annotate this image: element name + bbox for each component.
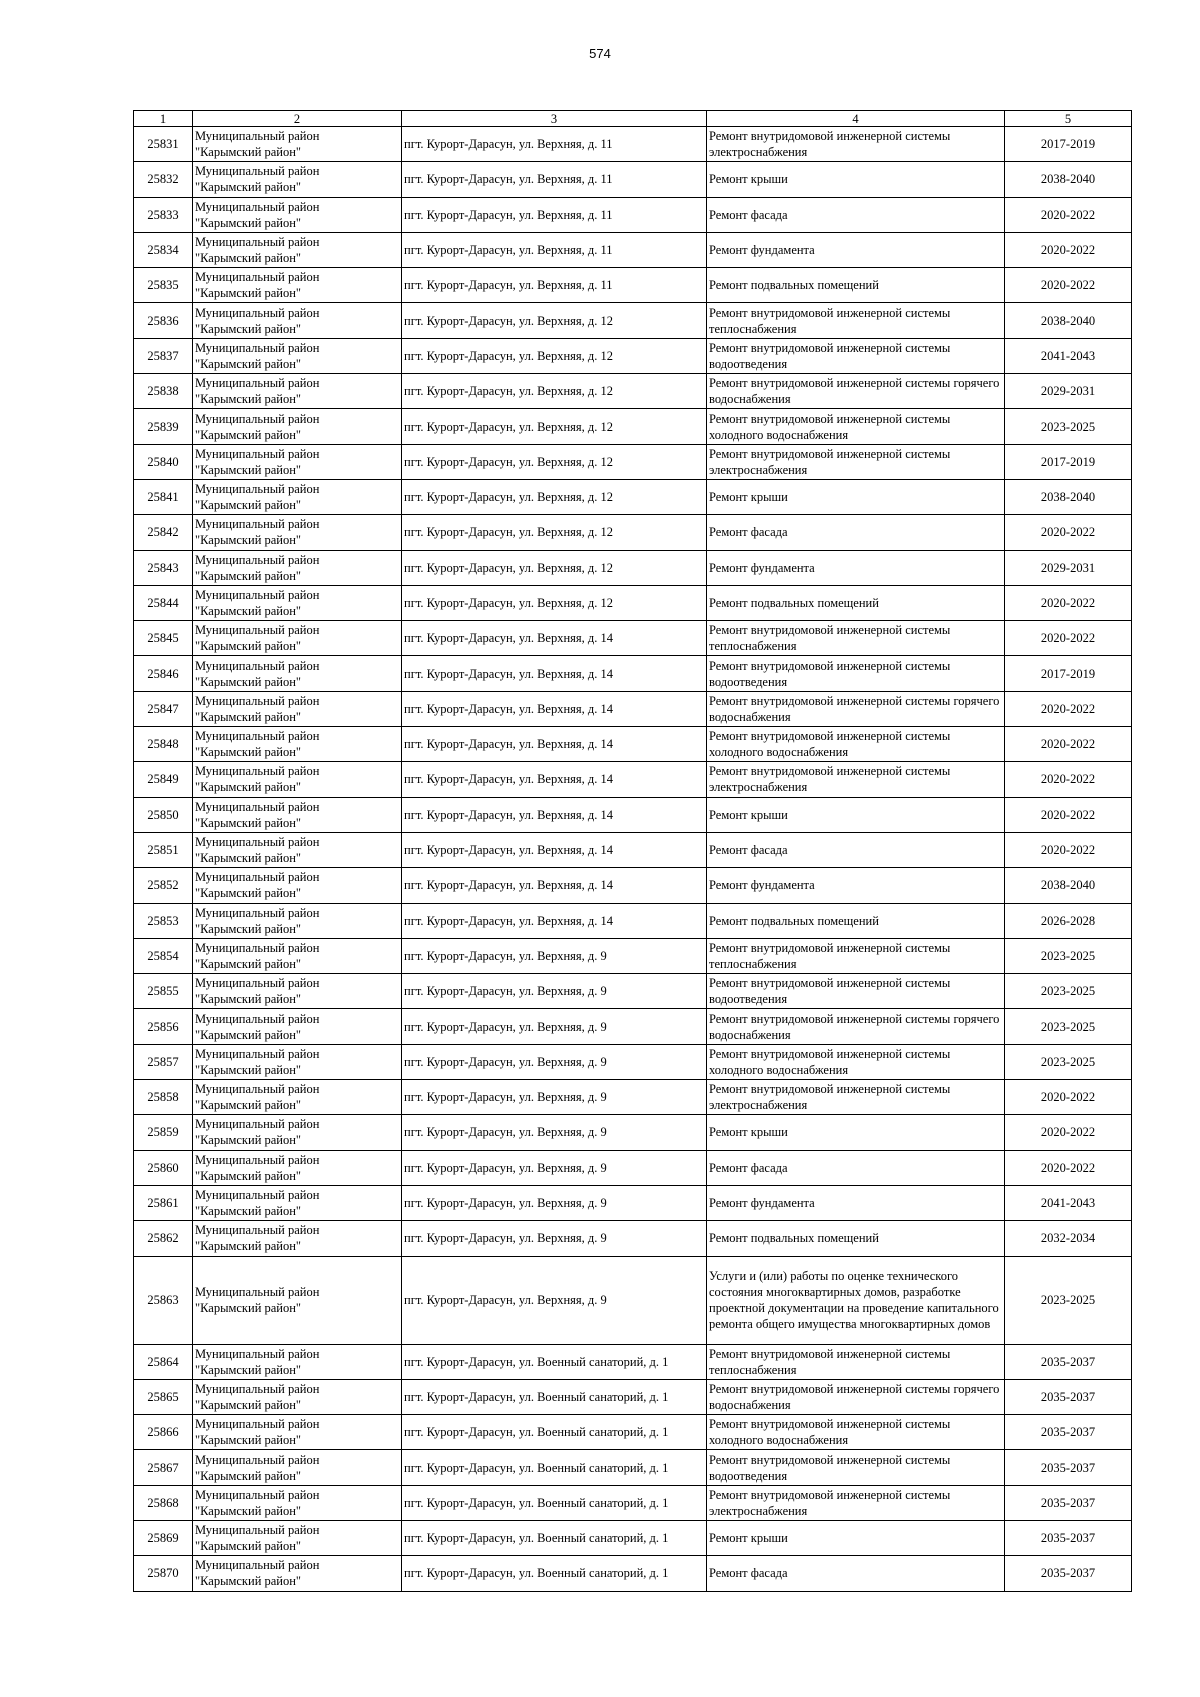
work-type-cell: Ремонт внутридомовой инженерной системы холодного водоснабжения bbox=[707, 1044, 1005, 1079]
table-row bbox=[134, 621, 1132, 656]
table-row bbox=[134, 656, 1132, 691]
work-type-cell: Ремонт внутридомовой инженерной системы теплоснабжения bbox=[707, 1344, 1005, 1379]
row-number-cell: 25836 bbox=[134, 303, 193, 338]
table-row bbox=[134, 374, 1132, 409]
period-cell: 2035-2037 bbox=[1005, 1379, 1132, 1414]
work-type-cell: Ремонт внутридомовой инженерной системы водоотведения bbox=[707, 974, 1005, 1009]
page-number: 574 bbox=[589, 46, 611, 61]
address-cell: пгт. Курорт-Дарасун, ул. Военный санаторий, д. 1 bbox=[402, 1520, 707, 1555]
municipality-cell: Муниципальный район "Карымский район" bbox=[193, 621, 402, 656]
period-cell: 2020-2022 bbox=[1005, 197, 1132, 232]
address-cell: пгт. Курорт-Дарасун, ул. Верхняя, д. 11 bbox=[402, 197, 707, 232]
municipality-cell: Муниципальный район "Карымский район" bbox=[193, 1485, 402, 1520]
table-row bbox=[134, 338, 1132, 373]
table-row bbox=[134, 444, 1132, 479]
table-row bbox=[134, 1115, 1132, 1150]
work-type-cell: Ремонт фасада bbox=[707, 197, 1005, 232]
municipality-cell: Муниципальный район "Карымский район" bbox=[193, 656, 402, 691]
period-cell: 2020-2022 bbox=[1005, 1080, 1132, 1115]
address-cell: пгт. Курорт-Дарасун, ул. Верхняя, д. 14 bbox=[402, 691, 707, 726]
column-header-5: 5 bbox=[1005, 111, 1132, 127]
municipality-cell: Муниципальный район "Карымский район" bbox=[193, 974, 402, 1009]
row-number-cell: 25843 bbox=[134, 550, 193, 585]
table-row bbox=[134, 938, 1132, 973]
table-row bbox=[134, 691, 1132, 726]
municipality-cell: Муниципальный район "Карымский район" bbox=[193, 1185, 402, 1220]
table-row bbox=[134, 1256, 1132, 1344]
work-type-cell: Ремонт внутридомовой инженерной системы холодного водоснабжения bbox=[707, 409, 1005, 444]
work-type-cell: Ремонт внутридомовой инженерной системы водоотведения bbox=[707, 656, 1005, 691]
address-cell: пгт. Курорт-Дарасун, ул. Верхняя, д. 11 bbox=[402, 162, 707, 197]
period-cell: 2029-2031 bbox=[1005, 550, 1132, 585]
municipality-cell: Муниципальный район "Карымский район" bbox=[193, 832, 402, 867]
table-row bbox=[134, 1009, 1132, 1044]
work-type-cell: Ремонт фундамента bbox=[707, 232, 1005, 267]
address-cell: пгт. Курорт-Дарасун, ул. Верхняя, д. 12 bbox=[402, 338, 707, 373]
period-cell: 2023-2025 bbox=[1005, 1256, 1132, 1344]
work-type-cell: Ремонт подвальных помещений bbox=[707, 1221, 1005, 1256]
municipality-cell: Муниципальный район "Карымский район" bbox=[193, 162, 402, 197]
address-cell: пгт. Курорт-Дарасун, ул. Верхняя, д. 9 bbox=[402, 1115, 707, 1150]
table-row bbox=[134, 1379, 1132, 1414]
period-cell: 2023-2025 bbox=[1005, 1009, 1132, 1044]
address-cell: пгт. Курорт-Дарасун, ул. Верхняя, д. 14 bbox=[402, 832, 707, 867]
work-type-cell: Ремонт внутридомовой инженерной системы холодного водоснабжения bbox=[707, 727, 1005, 762]
address-cell: пгт. Курорт-Дарасун, ул. Верхняя, д. 14 bbox=[402, 727, 707, 762]
municipality-cell: Муниципальный район "Карымский район" bbox=[193, 1009, 402, 1044]
address-cell: пгт. Курорт-Дарасун, ул. Военный санаторий, д. 1 bbox=[402, 1485, 707, 1520]
row-number-cell: 25834 bbox=[134, 232, 193, 267]
table-row bbox=[134, 1520, 1132, 1555]
row-number-cell: 25855 bbox=[134, 974, 193, 1009]
municipality-cell: Муниципальный район "Карымский район" bbox=[193, 232, 402, 267]
row-number-cell: 25856 bbox=[134, 1009, 193, 1044]
period-cell: 2038-2040 bbox=[1005, 303, 1132, 338]
work-type-cell: Ремонт крыши bbox=[707, 1520, 1005, 1555]
municipality-cell: Муниципальный район "Карымский район" bbox=[193, 374, 402, 409]
work-type-cell: Ремонт внутридомовой инженерной системы горячего водоснабжения bbox=[707, 1379, 1005, 1414]
address-cell: пгт. Курорт-Дарасун, ул. Верхняя, д. 12 bbox=[402, 550, 707, 585]
period-cell: 2020-2022 bbox=[1005, 585, 1132, 620]
work-type-cell: Ремонт внутридомовой инженерной системы электроснабжения bbox=[707, 762, 1005, 797]
work-type-cell: Ремонт внутридомовой инженерной системы горячего водоснабжения bbox=[707, 1009, 1005, 1044]
table-row bbox=[134, 1221, 1132, 1256]
row-number-cell: 25852 bbox=[134, 868, 193, 903]
table-row bbox=[134, 409, 1132, 444]
period-cell: 2020-2022 bbox=[1005, 1115, 1132, 1150]
work-type-cell: Ремонт внутридомовой инженерной системы электроснабжения bbox=[707, 444, 1005, 479]
period-cell: 2041-2043 bbox=[1005, 1185, 1132, 1220]
column-header-3: 3 bbox=[402, 111, 707, 127]
row-number-cell: 25846 bbox=[134, 656, 193, 691]
table-row bbox=[134, 903, 1132, 938]
work-type-cell: Ремонт крыши bbox=[707, 1115, 1005, 1150]
address-cell: пгт. Курорт-Дарасун, ул. Военный санаторий, д. 1 bbox=[402, 1344, 707, 1379]
municipality-cell: Муниципальный район "Карымский район" bbox=[193, 691, 402, 726]
period-cell: 2035-2037 bbox=[1005, 1520, 1132, 1555]
address-cell: пгт. Курорт-Дарасун, ул. Верхняя, д. 12 bbox=[402, 444, 707, 479]
address-cell: пгт. Курорт-Дарасун, ул. Военный санаторий, д. 1 bbox=[402, 1556, 707, 1591]
row-number-cell: 25840 bbox=[134, 444, 193, 479]
municipality-cell: Муниципальный район "Карымский район" bbox=[193, 1415, 402, 1450]
table-body bbox=[134, 127, 1132, 1592]
address-cell: пгт. Курорт-Дарасун, ул. Верхняя, д. 14 bbox=[402, 903, 707, 938]
work-type-cell: Ремонт фундамента bbox=[707, 550, 1005, 585]
municipality-cell: Муниципальный район "Карымский район" bbox=[193, 797, 402, 832]
period-cell: 2029-2031 bbox=[1005, 374, 1132, 409]
table-row bbox=[134, 1185, 1132, 1220]
period-cell: 2020-2022 bbox=[1005, 691, 1132, 726]
row-number-cell: 25838 bbox=[134, 374, 193, 409]
address-cell: пгт. Курорт-Дарасун, ул. Военный санаторий, д. 1 bbox=[402, 1450, 707, 1485]
work-type-cell: Ремонт внутридомовой инженерной системы водоотведения bbox=[707, 338, 1005, 373]
municipality-cell: Муниципальный район "Карымский район" bbox=[193, 727, 402, 762]
row-number-cell: 25833 bbox=[134, 197, 193, 232]
address-cell: пгт. Курорт-Дарасун, ул. Верхняя, д. 9 bbox=[402, 1221, 707, 1256]
row-number-cell: 25854 bbox=[134, 938, 193, 973]
table-row bbox=[134, 832, 1132, 867]
period-cell: 2023-2025 bbox=[1005, 974, 1132, 1009]
municipality-cell: Муниципальный район "Карымский район" bbox=[193, 303, 402, 338]
municipality-cell: Муниципальный район "Карымский район" bbox=[193, 868, 402, 903]
period-cell: 2035-2037 bbox=[1005, 1556, 1132, 1591]
address-cell: пгт. Курорт-Дарасун, ул. Верхняя, д. 14 bbox=[402, 621, 707, 656]
row-number-cell: 25849 bbox=[134, 762, 193, 797]
table-row bbox=[134, 585, 1132, 620]
address-cell: пгт. Курорт-Дарасун, ул. Верхняя, д. 12 bbox=[402, 585, 707, 620]
period-cell: 2038-2040 bbox=[1005, 162, 1132, 197]
municipality-cell: Муниципальный район "Карымский район" bbox=[193, 1256, 402, 1344]
period-cell: 2020-2022 bbox=[1005, 797, 1132, 832]
work-type-cell: Услуги и (или) работы по оценке технического состояния многоквартирных домов, разработке проектной документации на проведение капитального ремонта общего имущества многоквартирных домов bbox=[707, 1256, 1005, 1344]
row-number-cell: 25870 bbox=[134, 1556, 193, 1591]
table-row bbox=[134, 515, 1132, 550]
address-cell: пгт. Курорт-Дарасун, ул. Военный санаторий, д. 1 bbox=[402, 1379, 707, 1414]
row-number-cell: 25860 bbox=[134, 1150, 193, 1185]
row-number-cell: 25861 bbox=[134, 1185, 193, 1220]
work-type-cell: Ремонт внутридомовой инженерной системы теплоснабжения bbox=[707, 938, 1005, 973]
work-type-cell: Ремонт крыши bbox=[707, 162, 1005, 197]
table-row bbox=[134, 727, 1132, 762]
table-row bbox=[134, 1080, 1132, 1115]
table-row bbox=[134, 974, 1132, 1009]
municipality-cell: Муниципальный район "Карымский район" bbox=[193, 338, 402, 373]
row-number-cell: 25845 bbox=[134, 621, 193, 656]
municipality-cell: Муниципальный район "Карымский район" bbox=[193, 762, 402, 797]
municipality-cell: Муниципальный район "Карымский район" bbox=[193, 268, 402, 303]
table-row bbox=[134, 762, 1132, 797]
table-row bbox=[134, 1556, 1132, 1591]
row-number-cell: 25851 bbox=[134, 832, 193, 867]
address-cell: пгт. Курорт-Дарасун, ул. Верхняя, д. 14 bbox=[402, 797, 707, 832]
work-type-cell: Ремонт внутридомовой инженерной системы горячего водоснабжения bbox=[707, 691, 1005, 726]
address-cell: пгт. Курорт-Дарасун, ул. Верхняя, д. 11 bbox=[402, 268, 707, 303]
column-header-1: 1 bbox=[134, 111, 193, 127]
work-type-cell: Ремонт крыши bbox=[707, 479, 1005, 514]
municipality-cell: Муниципальный район "Карымский район" bbox=[193, 1080, 402, 1115]
municipality-cell: Муниципальный район "Карымский район" bbox=[193, 515, 402, 550]
work-type-cell: Ремонт внутридомовой инженерной системы электроснабжения bbox=[707, 127, 1005, 162]
address-cell: пгт. Курорт-Дарасун, ул. Верхняя, д. 9 bbox=[402, 1080, 707, 1115]
table-row bbox=[134, 1344, 1132, 1379]
municipality-cell: Муниципальный район "Карымский район" bbox=[193, 938, 402, 973]
work-type-cell: Ремонт фасада bbox=[707, 1150, 1005, 1185]
table-row bbox=[134, 1044, 1132, 1079]
table-row bbox=[134, 232, 1132, 267]
work-type-cell: Ремонт фундамента bbox=[707, 1185, 1005, 1220]
municipality-cell: Муниципальный район "Карымский район" bbox=[193, 1221, 402, 1256]
table-row bbox=[134, 197, 1132, 232]
work-type-cell: Ремонт крыши bbox=[707, 797, 1005, 832]
row-number-cell: 25866 bbox=[134, 1415, 193, 1450]
table-row bbox=[134, 127, 1132, 162]
row-number-cell: 25853 bbox=[134, 903, 193, 938]
table-row bbox=[134, 797, 1132, 832]
address-cell: пгт. Курорт-Дарасун, ул. Верхняя, д. 9 bbox=[402, 1150, 707, 1185]
address-cell: пгт. Курорт-Дарасун, ул. Верхняя, д. 12 bbox=[402, 374, 707, 409]
period-cell: 2017-2019 bbox=[1005, 127, 1132, 162]
period-cell: 2020-2022 bbox=[1005, 727, 1132, 762]
municipality-cell: Муниципальный район "Карымский район" bbox=[193, 197, 402, 232]
work-type-cell: Ремонт подвальных помещений bbox=[707, 585, 1005, 620]
municipality-cell: Муниципальный район "Карымский район" bbox=[193, 1044, 402, 1079]
period-cell: 2020-2022 bbox=[1005, 1150, 1132, 1185]
period-cell: 2023-2025 bbox=[1005, 938, 1132, 973]
municipality-cell: Муниципальный район "Карымский район" bbox=[193, 127, 402, 162]
work-type-cell: Ремонт фасада bbox=[707, 832, 1005, 867]
period-cell: 2020-2022 bbox=[1005, 268, 1132, 303]
address-cell: пгт. Курорт-Дарасун, ул. Верхняя, д. 12 bbox=[402, 303, 707, 338]
address-cell: пгт. Курорт-Дарасун, ул. Верхняя, д. 12 bbox=[402, 515, 707, 550]
period-cell: 2020-2022 bbox=[1005, 762, 1132, 797]
address-cell: пгт. Курорт-Дарасун, ул. Верхняя, д. 9 bbox=[402, 1009, 707, 1044]
period-cell: 2035-2037 bbox=[1005, 1450, 1132, 1485]
address-cell: пгт. Курорт-Дарасун, ул. Верхняя, д. 14 bbox=[402, 656, 707, 691]
work-type-cell: Ремонт внутридомовой инженерной системы теплоснабжения bbox=[707, 303, 1005, 338]
period-cell: 2017-2019 bbox=[1005, 656, 1132, 691]
period-cell: 2020-2022 bbox=[1005, 621, 1132, 656]
address-cell: пгт. Курорт-Дарасун, ул. Верхняя, д. 12 bbox=[402, 409, 707, 444]
period-cell: 2041-2043 bbox=[1005, 338, 1132, 373]
municipality-cell: Муниципальный район "Карымский район" bbox=[193, 1115, 402, 1150]
period-cell: 2026-2028 bbox=[1005, 903, 1132, 938]
municipality-cell: Муниципальный район "Карымский район" bbox=[193, 1379, 402, 1414]
municipality-cell: Муниципальный район "Карымский район" bbox=[193, 550, 402, 585]
address-cell: пгт. Курорт-Дарасун, ул. Верхняя, д. 9 bbox=[402, 1256, 707, 1344]
row-number-cell: 25847 bbox=[134, 691, 193, 726]
work-type-cell: Ремонт фасада bbox=[707, 1556, 1005, 1591]
address-cell: пгт. Курорт-Дарасун, ул. Верхняя, д. 14 bbox=[402, 868, 707, 903]
table-row bbox=[134, 479, 1132, 514]
row-number-cell: 25835 bbox=[134, 268, 193, 303]
period-cell: 2023-2025 bbox=[1005, 409, 1132, 444]
period-cell: 2035-2037 bbox=[1005, 1344, 1132, 1379]
table-row bbox=[134, 268, 1132, 303]
table-row bbox=[134, 1415, 1132, 1450]
row-number-cell: 25839 bbox=[134, 409, 193, 444]
municipality-cell: Муниципальный район "Карымский район" bbox=[193, 585, 402, 620]
period-cell: 2020-2022 bbox=[1005, 232, 1132, 267]
work-type-cell: Ремонт подвальных помещений bbox=[707, 268, 1005, 303]
municipality-cell: Муниципальный район "Карымский район" bbox=[193, 1520, 402, 1555]
work-type-cell: Ремонт фундамента bbox=[707, 868, 1005, 903]
period-cell: 2035-2037 bbox=[1005, 1415, 1132, 1450]
period-cell: 2032-2034 bbox=[1005, 1221, 1132, 1256]
address-cell: пгт. Курорт-Дарасун, ул. Верхняя, д. 14 bbox=[402, 762, 707, 797]
row-number-cell: 25831 bbox=[134, 127, 193, 162]
address-cell: пгт. Курорт-Дарасун, ул. Верхняя, д. 9 bbox=[402, 974, 707, 1009]
column-header-4: 4 bbox=[707, 111, 1005, 127]
municipality-cell: Муниципальный район "Карымский район" bbox=[193, 444, 402, 479]
row-number-cell: 25850 bbox=[134, 797, 193, 832]
address-cell: пгт. Курорт-Дарасун, ул. Верхняя, д. 11 bbox=[402, 232, 707, 267]
row-number-cell: 25862 bbox=[134, 1221, 193, 1256]
address-cell: пгт. Курорт-Дарасун, ул. Верхняя, д. 12 bbox=[402, 479, 707, 514]
address-cell: пгт. Курорт-Дарасун, ул. Военный санаторий, д. 1 bbox=[402, 1415, 707, 1450]
address-cell: пгт. Курорт-Дарасун, ул. Верхняя, д. 11 bbox=[402, 127, 707, 162]
work-type-cell: Ремонт внутридомовой инженерной системы водоотведения bbox=[707, 1450, 1005, 1485]
row-number-cell: 25864 bbox=[134, 1344, 193, 1379]
period-cell: 2017-2019 bbox=[1005, 444, 1132, 479]
period-cell: 2023-2025 bbox=[1005, 1044, 1132, 1079]
work-type-cell: Ремонт внутридомовой инженерной системы электроснабжения bbox=[707, 1080, 1005, 1115]
work-type-cell: Ремонт внутридомовой инженерной системы горячего водоснабжения bbox=[707, 374, 1005, 409]
row-number-cell: 25868 bbox=[134, 1485, 193, 1520]
row-number-cell: 25863 bbox=[134, 1256, 193, 1344]
table-row bbox=[134, 550, 1132, 585]
row-number-cell: 25844 bbox=[134, 585, 193, 620]
row-number-cell: 25869 bbox=[134, 1520, 193, 1555]
row-number-cell: 25848 bbox=[134, 727, 193, 762]
municipality-cell: Муниципальный район "Карымский район" bbox=[193, 1150, 402, 1185]
row-number-cell: 25858 bbox=[134, 1080, 193, 1115]
header-row bbox=[134, 111, 1132, 127]
row-number-cell: 25832 bbox=[134, 162, 193, 197]
period-cell: 2020-2022 bbox=[1005, 832, 1132, 867]
period-cell: 2038-2040 bbox=[1005, 479, 1132, 514]
work-type-cell: Ремонт внутридомовой инженерной системы электроснабжения bbox=[707, 1485, 1005, 1520]
table-row bbox=[134, 1485, 1132, 1520]
table-row bbox=[134, 1150, 1132, 1185]
period-cell: 2020-2022 bbox=[1005, 515, 1132, 550]
row-number-cell: 25841 bbox=[134, 479, 193, 514]
work-type-cell: Ремонт внутридомовой инженерной системы теплоснабжения bbox=[707, 621, 1005, 656]
address-cell: пгт. Курорт-Дарасун, ул. Верхняя, д. 9 bbox=[402, 1185, 707, 1220]
work-type-cell: Ремонт подвальных помещений bbox=[707, 903, 1005, 938]
row-number-cell: 25859 bbox=[134, 1115, 193, 1150]
work-type-cell: Ремонт внутридомовой инженерной системы холодного водоснабжения bbox=[707, 1415, 1005, 1450]
work-type-cell: Ремонт фасада bbox=[707, 515, 1005, 550]
municipality-cell: Муниципальный район "Карымский район" bbox=[193, 409, 402, 444]
address-cell: пгт. Курорт-Дарасун, ул. Верхняя, д. 9 bbox=[402, 1044, 707, 1079]
municipality-cell: Муниципальный район "Карымский район" bbox=[193, 1344, 402, 1379]
table-row bbox=[134, 868, 1132, 903]
row-number-cell: 25837 bbox=[134, 338, 193, 373]
municipality-cell: Муниципальный район "Карымский район" bbox=[193, 903, 402, 938]
capital-repair-table bbox=[133, 110, 1132, 1592]
row-number-cell: 25865 bbox=[134, 1379, 193, 1414]
row-number-cell: 25867 bbox=[134, 1450, 193, 1485]
table-row bbox=[134, 1450, 1132, 1485]
row-number-cell: 25857 bbox=[134, 1044, 193, 1079]
table-row bbox=[134, 303, 1132, 338]
municipality-cell: Муниципальный район "Карымский район" bbox=[193, 1450, 402, 1485]
row-number-cell: 25842 bbox=[134, 515, 193, 550]
period-cell: 2035-2037 bbox=[1005, 1485, 1132, 1520]
table-row bbox=[134, 162, 1132, 197]
address-cell: пгт. Курорт-Дарасун, ул. Верхняя, д. 9 bbox=[402, 938, 707, 973]
municipality-cell: Муниципальный район "Карымский район" bbox=[193, 479, 402, 514]
period-cell: 2038-2040 bbox=[1005, 868, 1132, 903]
municipality-cell: Муниципальный район "Карымский район" bbox=[193, 1556, 402, 1591]
column-header-2: 2 bbox=[193, 111, 402, 127]
